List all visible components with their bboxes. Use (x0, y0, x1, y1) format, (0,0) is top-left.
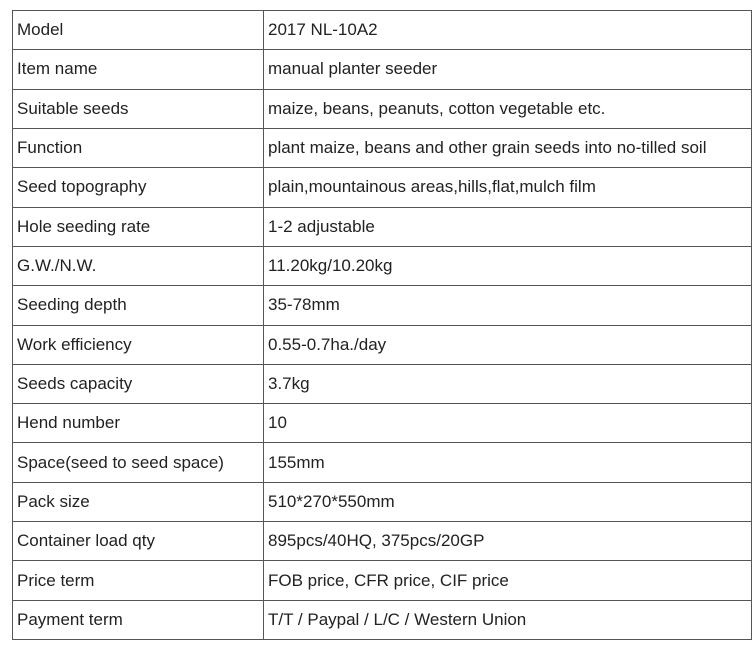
row-value: manual planter seeder (264, 50, 752, 89)
row-value: 3.7kg (264, 364, 752, 403)
row-label: Space(seed to seed space) (13, 443, 264, 482)
table-row (13, 246, 752, 285)
row-value: 1-2 adjustable (264, 207, 752, 246)
row-label: Price term (13, 561, 264, 600)
row-label: Model (13, 11, 264, 50)
row-value: plant maize, beans and other grain seeds into no-tilled soil (264, 128, 752, 167)
table-row (13, 286, 752, 325)
row-value: 0.55-0.7ha./day (264, 325, 752, 364)
row-label: Hole seeding rate (13, 207, 264, 246)
row-label: Item name (13, 50, 264, 89)
row-label: Function (13, 128, 264, 167)
table-row (13, 325, 752, 364)
table-row (13, 128, 752, 167)
row-value: 11.20kg/10.20kg (264, 246, 752, 285)
row-label: Suitable seeds (13, 89, 264, 128)
row-label: Seed topography (13, 168, 264, 207)
row-label: G.W./N.W. (13, 246, 264, 285)
spec-table (12, 10, 752, 640)
row-value: 2017 NL-10A2 (264, 11, 752, 50)
table-row (13, 522, 752, 561)
table-row (13, 50, 752, 89)
row-value: T/T / Paypal / L/C / Western Union (264, 600, 752, 639)
spec-table-body (13, 11, 752, 640)
row-label: Work efficiency (13, 325, 264, 364)
row-value: FOB price, CFR price, CIF price (264, 561, 752, 600)
row-label: Pack size (13, 482, 264, 521)
table-row (13, 404, 752, 443)
table-row (13, 364, 752, 403)
row-value: maize, beans, peanuts, cotton vegetable etc. (264, 89, 752, 128)
row-label: Seeds capacity (13, 364, 264, 403)
table-row (13, 89, 752, 128)
row-label: Hend number (13, 404, 264, 443)
row-label: Seeding depth (13, 286, 264, 325)
table-row (13, 600, 752, 639)
table-row (13, 11, 752, 50)
table-row (13, 207, 752, 246)
row-label: Container load qty (13, 522, 264, 561)
row-value: 510*270*550mm (264, 482, 752, 521)
table-row (13, 443, 752, 482)
table-row (13, 561, 752, 600)
table-row (13, 168, 752, 207)
row-value: 895pcs/40HQ, 375pcs/20GP (264, 522, 752, 561)
table-row (13, 482, 752, 521)
row-value: 10 (264, 404, 752, 443)
row-value: 35-78mm (264, 286, 752, 325)
row-value: plain,mountainous areas,hills,flat,mulch film (264, 168, 752, 207)
row-value: 155mm (264, 443, 752, 482)
row-label: Payment term (13, 600, 264, 639)
